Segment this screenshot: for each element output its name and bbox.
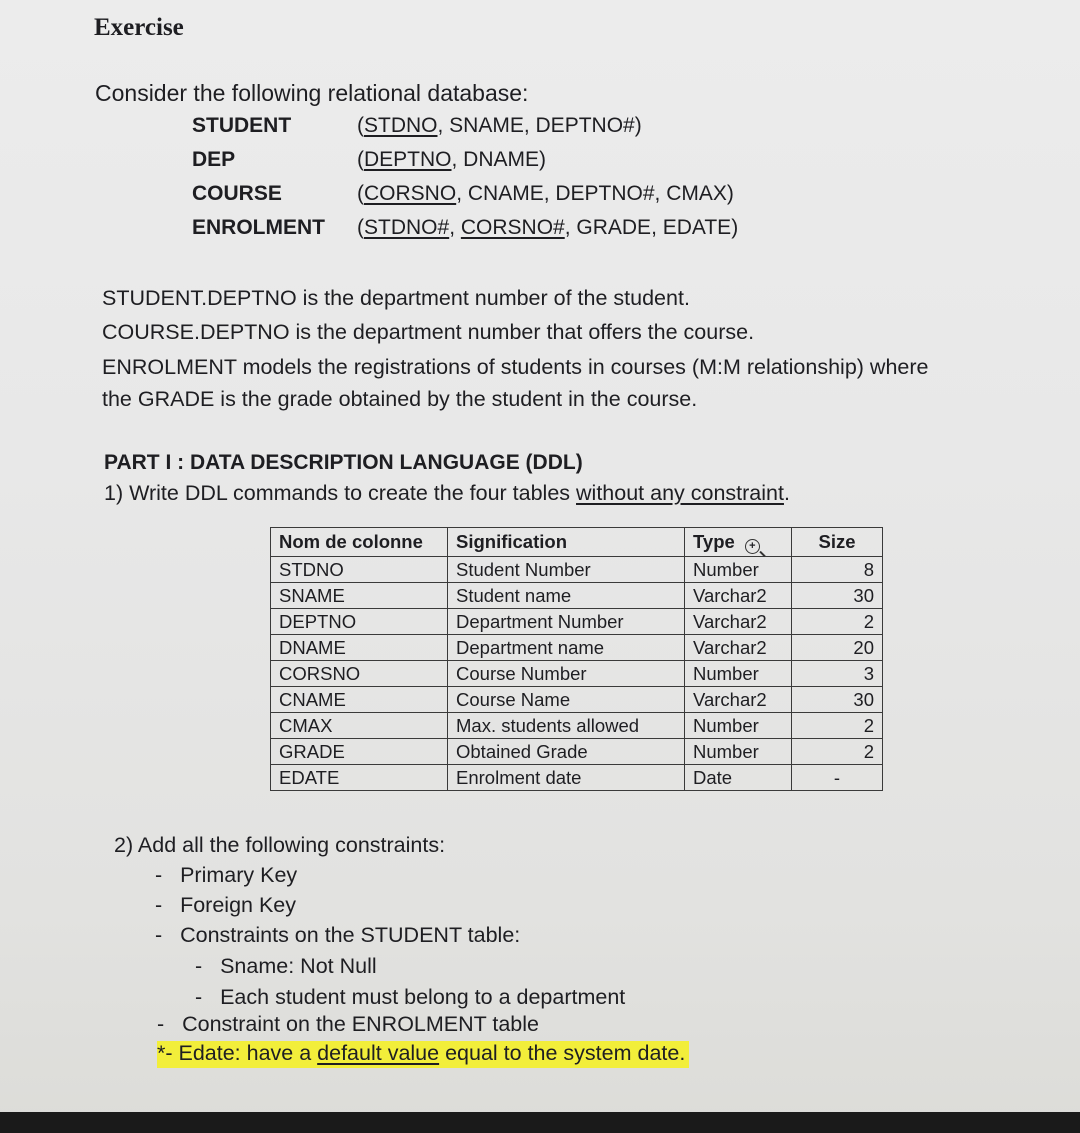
header-label: Type <box>693 530 735 552</box>
relation-attributes <box>357 182 734 206</box>
highlighted-item <box>157 1041 689 1068</box>
columns-table <box>270 527 883 791</box>
zoom-in-icon[interactable]: + <box>745 539 760 554</box>
table-cell: Max. students allowed <box>448 713 685 739</box>
table-cell: 20 <box>792 635 883 661</box>
relation-name: COURSE <box>192 182 282 205</box>
table-cell: 3 <box>792 661 883 687</box>
table-cell: Number <box>685 739 792 765</box>
list-item-text: equal to the system date. <box>439 1041 686 1065</box>
list-item-text: Foreign Key <box>180 893 297 917</box>
table-cell: Varchar2 <box>685 583 792 609</box>
paren: ( <box>357 114 364 137</box>
list-item-text: Primary Key <box>180 863 298 887</box>
schema-row-dep <box>192 148 892 178</box>
table-cell: Course Name <box>448 687 685 713</box>
list-item <box>155 863 297 888</box>
attribute-list: , DNAME) <box>451 148 547 171</box>
description-line: the GRADE is the grade obtained by the student in the course. <box>102 387 698 411</box>
table-cell: 2 <box>792 739 883 765</box>
dash-bullet: - <box>155 893 181 917</box>
table-cell: Department name <box>448 635 685 661</box>
description-line: ENROLMENT models the registrations of students in courses (M:M relationship) where <box>102 355 929 379</box>
header-cell-type <box>685 528 792 557</box>
table-row <box>271 661 883 687</box>
part-heading: PART I : DATA DESCRIPTION LANGUAGE (DDL) <box>104 451 583 474</box>
underlined-text: without any constraint <box>576 481 784 505</box>
table-cell: Number <box>685 713 792 739</box>
underlined-text: default value <box>317 1041 440 1065</box>
table-cell: DEPTNO <box>271 609 448 635</box>
table-cell: Number <box>685 557 792 583</box>
schema-row-student <box>192 114 892 144</box>
intro-text: Consider the following relational database: <box>95 80 529 106</box>
primary-key: STDNO <box>364 114 438 137</box>
list-item <box>155 893 296 918</box>
list-item <box>155 923 520 948</box>
table-cell: Varchar2 <box>685 635 792 661</box>
table-row <box>271 635 883 661</box>
attribute-list: , SNAME, DEPTNO#) <box>437 114 642 137</box>
exercise-title: Exercise <box>94 14 184 41</box>
description-line: STUDENT.DEPTNO is the department number of the student. <box>102 286 690 310</box>
list-item <box>157 1012 539 1037</box>
header-cell: Nom de colonne <box>271 528 448 557</box>
primary-key: CORSNO <box>364 182 457 205</box>
schema-row-enrolment <box>192 216 892 246</box>
table-cell: Department Number <box>448 609 685 635</box>
relation-name: DEP <box>192 148 236 171</box>
dash-bullet: - <box>155 863 181 887</box>
table-cell: STDNO <box>271 557 448 583</box>
table-cell: SNAME <box>271 583 448 609</box>
paren: ( <box>357 182 364 205</box>
table-cell: EDATE <box>271 765 448 791</box>
header-cell: Size <box>792 528 883 557</box>
table-cell: Varchar2 <box>685 609 792 635</box>
primary-key: DEPTNO <box>364 148 452 171</box>
paren: ( <box>357 148 364 171</box>
question-1 <box>104 481 790 506</box>
table-row <box>271 687 883 713</box>
table-cell: 30 <box>792 583 883 609</box>
table-cell: CORSNO <box>271 661 448 687</box>
relation-attributes <box>357 114 642 138</box>
screen-bezel <box>0 1112 1080 1133</box>
primary-key: STDNO# <box>364 216 450 239</box>
paren: ( <box>357 216 364 239</box>
list-item-text: Each student must belong to a department <box>220 985 626 1009</box>
relation-name: ENROLMENT <box>192 216 325 239</box>
attribute-list: , GRADE, EDATE) <box>564 216 739 239</box>
relation-attributes <box>357 216 738 240</box>
table-cell: Obtained Grade <box>448 739 685 765</box>
table-cell: 2 <box>792 609 883 635</box>
table-cell: Student name <box>448 583 685 609</box>
dash-bullet: - <box>157 1012 183 1036</box>
table-cell: DNAME <box>271 635 448 661</box>
list-item-text: Constraints on the STUDENT table: <box>180 923 521 947</box>
table-cell: Enrolment date <box>448 765 685 791</box>
dash-bullet: - <box>195 985 221 1009</box>
question-punct: . <box>783 481 790 505</box>
list-item-text: Sname: Not Null <box>220 954 377 978</box>
header-cell: Signification <box>448 528 685 557</box>
table-cell: Number <box>685 661 792 687</box>
attribute-list: , CNAME, DEPTNO#, CMAX) <box>456 182 734 205</box>
list-item-text: *- Edate: have a <box>157 1041 318 1065</box>
table-cell: Date <box>685 765 792 791</box>
table-row <box>271 713 883 739</box>
table-cell: 2 <box>792 713 883 739</box>
question-text: 1) Write DDL commands to create the four tables <box>104 481 577 505</box>
schema-row-course <box>192 182 892 212</box>
table-cell: Course Number <box>448 661 685 687</box>
dash-bullet: - <box>195 954 221 978</box>
separator: , <box>449 216 461 239</box>
table-row <box>271 557 883 583</box>
primary-key-2: CORSNO# <box>460 216 565 239</box>
schema-list <box>192 114 892 254</box>
list-item-text: Constraint on the ENROLMENT table <box>182 1012 539 1036</box>
table-cell: CNAME <box>271 687 448 713</box>
table-cell: 8 <box>792 557 883 583</box>
table-cell: Student Number <box>448 557 685 583</box>
table-row <box>271 739 883 765</box>
relation-attributes <box>357 148 546 172</box>
question-2: 2) Add all the following constraints: <box>114 833 446 857</box>
table-cell: CMAX <box>271 713 448 739</box>
table-cell: GRADE <box>271 739 448 765</box>
dash-bullet: - <box>155 923 181 947</box>
table-row <box>271 765 883 791</box>
relation-name: STUDENT <box>192 114 292 137</box>
table-header-row <box>271 528 883 557</box>
table-cell: 30 <box>792 687 883 713</box>
table-cell: - <box>792 765 883 791</box>
table-cell: Varchar2 <box>685 687 792 713</box>
sub-list-item <box>195 954 377 979</box>
table-row <box>271 609 883 635</box>
description-line: COURSE.DEPTNO is the department number that offers the course. <box>102 320 755 344</box>
sub-list-item <box>195 985 625 1010</box>
table-row <box>271 583 883 609</box>
